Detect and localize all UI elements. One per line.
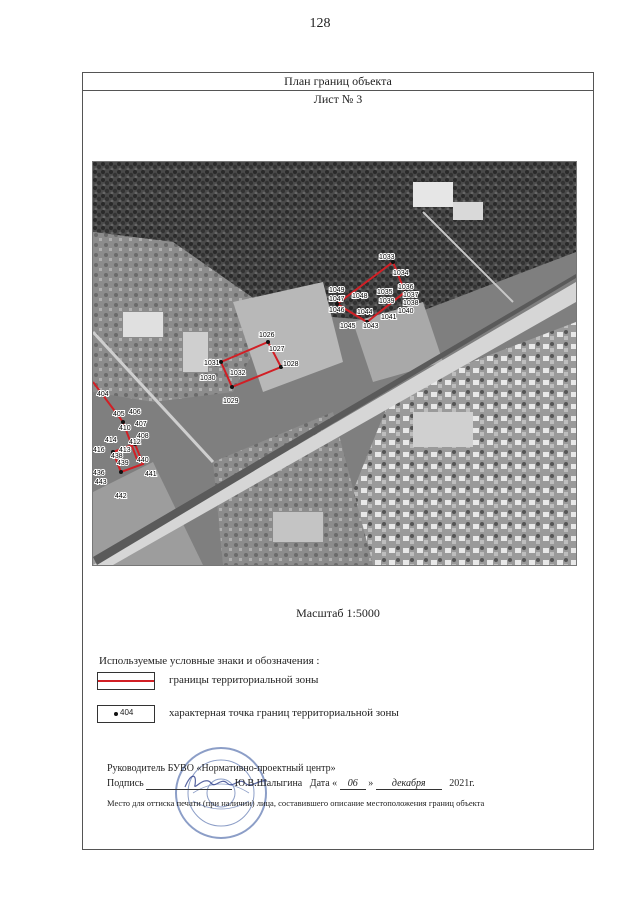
point-label: 1044 [357, 309, 373, 316]
round-seal-stamp [173, 745, 269, 841]
date-month: декабря [376, 778, 442, 790]
point-label: 443 [95, 479, 107, 486]
point-label: 412 [129, 439, 141, 446]
point-label: 1027 [269, 346, 285, 353]
point-label: 441 [145, 471, 157, 478]
point-label: 1040 [398, 308, 414, 315]
point-label: 408 [137, 433, 149, 440]
stamp-place-note: Место для оттиска печати (при наличии) лица, составившего описание местоположения границ объекта [107, 798, 485, 808]
legend-title: Используемые условные знаки и обозначения : [99, 655, 320, 667]
point-label: 406 [129, 409, 141, 416]
point-label: 407 [135, 421, 147, 428]
point-label: 1029 [223, 398, 239, 405]
point-label: 1033 [379, 254, 395, 261]
point-label: 1048 [352, 293, 368, 300]
point-label: 1046 [329, 307, 345, 314]
point-label: 438 [111, 453, 123, 460]
point-label: 1032 [230, 370, 246, 377]
aerial-map [92, 161, 577, 566]
point-label: 436 [93, 470, 105, 477]
point-label: 1049 [329, 287, 345, 294]
page-number: 128 [309, 16, 331, 31]
point-label: 414 [105, 437, 117, 444]
signature-head: Руководитель БУВО «Нормативно-проектный центр» [107, 763, 336, 774]
point-label: 1035 [377, 289, 393, 296]
point-label: 1039 [379, 298, 395, 305]
point-label: 404 [97, 391, 109, 398]
point-label: 416 [93, 447, 105, 454]
point-symbol-icon [97, 705, 155, 723]
document-title: План границ объекта [83, 73, 593, 91]
date-day: 06 [340, 778, 366, 790]
sign-label: Подпись [107, 778, 144, 789]
point-label: 1028 [283, 361, 299, 368]
point-label: 1041 [381, 314, 397, 321]
red-line-symbol-icon [97, 672, 155, 690]
legend-label: границы территориальной зоны [169, 674, 319, 686]
point-label: 413 [119, 447, 131, 454]
signer-name: Ю.В.Шалыгина [234, 778, 303, 789]
point-label: 1045 [340, 323, 356, 330]
point-label: 410 [119, 425, 131, 432]
point-label: 1034 [393, 270, 409, 277]
document-frame [82, 72, 594, 850]
point-label: 1026 [259, 332, 275, 339]
point-label: 442 [115, 493, 127, 500]
point-label: 439 [117, 460, 129, 467]
map-scale: Масштаб 1:5000 [296, 606, 380, 620]
point-label: 1047 [329, 296, 345, 303]
sheet-number: Лист № 3 [313, 92, 363, 106]
point-label: 405 [113, 411, 125, 418]
date-label: Дата « [309, 778, 338, 789]
point-label: 1030 [200, 375, 216, 382]
point-label: 1036 [398, 284, 414, 291]
point-label: 1037 [403, 292, 419, 299]
legend-sample-number: 404 [120, 708, 134, 717]
point-label: 1031 [204, 360, 220, 367]
signature-line: Подпись Ю.В.Шалыгина Дата « 06 » декабря 2021г. [107, 778, 475, 789]
point-label: 1043 [363, 323, 379, 330]
point-label: 1038 [403, 300, 419, 307]
legend-label: характерная точка границ территориальной зоны [169, 707, 399, 719]
date-year: 2021г. [449, 778, 475, 789]
point-label: 440 [137, 457, 149, 464]
